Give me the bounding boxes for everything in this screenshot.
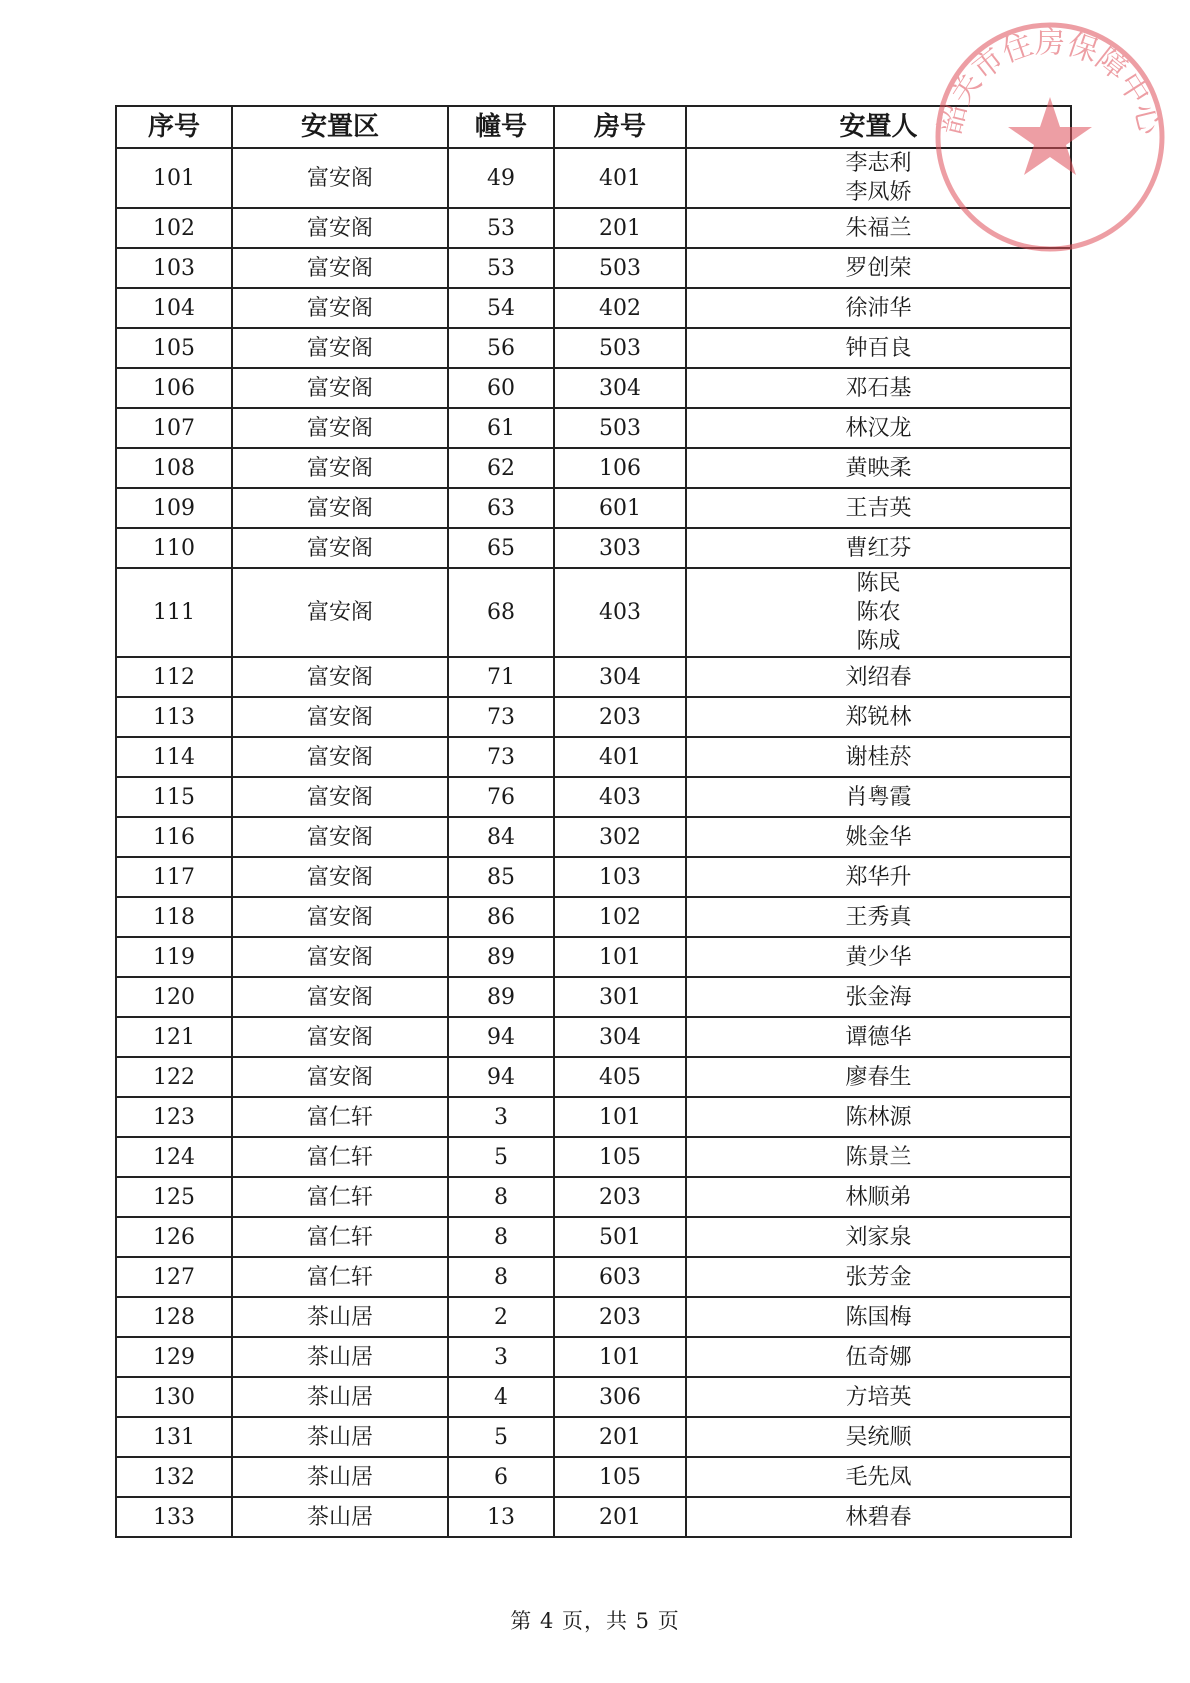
cell-resettlement-area: 富安阁 — [232, 368, 448, 408]
cell-building-number: 8 — [448, 1217, 554, 1257]
cell-serial-number: 128 — [116, 1297, 232, 1337]
table-row — [116, 657, 1071, 697]
cell-serial-number: 108 — [116, 448, 232, 488]
occupant-name: 毛先凤 — [845, 1464, 912, 1490]
cell-occupant — [686, 1297, 1071, 1337]
cell-building-number: 73 — [448, 737, 554, 777]
cell-occupant — [686, 1017, 1071, 1057]
cell-room-number: 603 — [554, 1257, 686, 1297]
cell-occupant — [686, 857, 1071, 897]
cell-room-number: 304 — [554, 368, 686, 408]
cell-occupant — [686, 817, 1071, 857]
cell-serial-number: 130 — [116, 1377, 232, 1417]
cell-serial-number: 127 — [116, 1257, 232, 1297]
cell-occupant — [686, 1257, 1071, 1297]
cell-room-number: 503 — [554, 328, 686, 368]
cell-serial-number: 112 — [116, 657, 232, 697]
occupant-name: 陈农 — [856, 600, 901, 625]
cell-serial-number: 118 — [116, 897, 232, 937]
table-row — [116, 1497, 1071, 1537]
cell-serial-number: 126 — [116, 1217, 232, 1257]
cell-resettlement-area: 富仁轩 — [232, 1097, 448, 1137]
occupant-name: 陈国梅 — [845, 1304, 912, 1330]
table-row — [116, 977, 1071, 1017]
cell-serial-number: 131 — [116, 1417, 232, 1457]
cell-occupant — [686, 528, 1071, 568]
occupant-name: 郑华升 — [845, 864, 912, 890]
occupant-name: 黄少华 — [845, 944, 912, 970]
cell-resettlement-area: 富安阁 — [232, 528, 448, 568]
occupant-name: 曹红芬 — [845, 535, 912, 561]
cell-serial-number: 111 — [116, 568, 232, 657]
cell-occupant — [686, 657, 1071, 697]
cell-serial-number: 110 — [116, 528, 232, 568]
cell-occupant — [686, 897, 1071, 937]
occupant-name: 刘绍春 — [845, 664, 912, 690]
occupant-name: 廖春生 — [845, 1064, 912, 1090]
cell-serial-number: 129 — [116, 1337, 232, 1377]
cell-serial-number: 123 — [116, 1097, 232, 1137]
cell-occupant — [686, 1097, 1071, 1137]
cell-serial-number: 124 — [116, 1137, 232, 1177]
header-resettlement-area: 安置区 — [232, 106, 448, 148]
cell-room-number: 106 — [554, 448, 686, 488]
cell-building-number: 5 — [448, 1137, 554, 1177]
table-row — [116, 1457, 1071, 1497]
table-row — [116, 1177, 1071, 1217]
table-row — [116, 408, 1071, 448]
cell-occupant — [686, 1377, 1071, 1417]
page-footer: 第 4 页，共 5 页 — [510, 1609, 680, 1633]
cell-building-number: 60 — [448, 368, 554, 408]
table-row — [116, 1377, 1071, 1417]
cell-room-number: 201 — [554, 1417, 686, 1457]
cell-serial-number: 125 — [116, 1177, 232, 1217]
cell-resettlement-area: 茶山居 — [232, 1457, 448, 1497]
cell-resettlement-area: 富安阁 — [232, 857, 448, 897]
cell-room-number: 105 — [554, 1137, 686, 1177]
occupant-name: 朱福兰 — [845, 215, 912, 241]
cell-serial-number: 119 — [116, 937, 232, 977]
table-row — [116, 488, 1071, 528]
cell-resettlement-area: 茶山居 — [232, 1377, 448, 1417]
cell-resettlement-area: 富仁轩 — [232, 1257, 448, 1297]
cell-room-number: 503 — [554, 408, 686, 448]
occupant-name: 刘家泉 — [845, 1224, 912, 1250]
cell-occupant — [686, 288, 1071, 328]
cell-resettlement-area: 富安阁 — [232, 208, 448, 248]
occupant-name: 陈成 — [856, 629, 901, 654]
cell-room-number: 101 — [554, 1097, 686, 1137]
table-header-row — [116, 106, 1071, 148]
cell-occupant — [686, 1337, 1071, 1377]
table-row — [116, 368, 1071, 408]
cell-room-number: 301 — [554, 977, 686, 1017]
cell-building-number: 4 — [448, 1377, 554, 1417]
table-row — [116, 1297, 1071, 1337]
cell-serial-number: 109 — [116, 488, 232, 528]
cell-room-number: 203 — [554, 1177, 686, 1217]
cell-room-number: 203 — [554, 697, 686, 737]
cell-resettlement-area: 富安阁 — [232, 568, 448, 657]
header-building-number: 幢号 — [448, 106, 554, 148]
cell-serial-number: 116 — [116, 817, 232, 857]
cell-occupant — [686, 697, 1071, 737]
cell-serial-number: 132 — [116, 1457, 232, 1497]
cell-resettlement-area: 富安阁 — [232, 488, 448, 528]
occupant-name: 林汉龙 — [845, 415, 912, 441]
cell-building-number: 63 — [448, 488, 554, 528]
cell-room-number: 203 — [554, 1297, 686, 1337]
table-row — [116, 1417, 1071, 1457]
cell-building-number: 89 — [448, 937, 554, 977]
cell-room-number: 402 — [554, 288, 686, 328]
cell-resettlement-area: 富安阁 — [232, 697, 448, 737]
cell-serial-number: 104 — [116, 288, 232, 328]
cell-resettlement-area: 富安阁 — [232, 977, 448, 1017]
cell-occupant — [686, 737, 1071, 777]
cell-resettlement-area: 富安阁 — [232, 148, 448, 208]
occupant-name: 张金海 — [845, 984, 912, 1010]
cell-room-number: 306 — [554, 1377, 686, 1417]
table-row — [116, 1097, 1071, 1137]
occupant-name: 吴统顺 — [845, 1424, 912, 1450]
occupant-name: 李凤娇 — [845, 180, 912, 205]
cell-resettlement-area: 富安阁 — [232, 937, 448, 977]
cell-resettlement-area: 富安阁 — [232, 777, 448, 817]
cell-occupant — [686, 248, 1071, 288]
cell-resettlement-area: 茶山居 — [232, 1417, 448, 1457]
cell-building-number: 65 — [448, 528, 554, 568]
occupant-name: 谢桂菸 — [845, 744, 912, 770]
cell-resettlement-area: 富安阁 — [232, 328, 448, 368]
header-room-number: 房号 — [554, 106, 686, 148]
table-row — [116, 1257, 1071, 1297]
cell-occupant — [686, 937, 1071, 977]
cell-serial-number: 122 — [116, 1057, 232, 1097]
occupant-name: 张芳金 — [845, 1264, 912, 1290]
cell-serial-number: 121 — [116, 1017, 232, 1057]
cell-occupant — [686, 568, 1071, 657]
table-row — [116, 248, 1071, 288]
cell-building-number: 62 — [448, 448, 554, 488]
cell-building-number: 84 — [448, 817, 554, 857]
table-row — [116, 737, 1071, 777]
cell-serial-number: 133 — [116, 1497, 232, 1537]
table-row — [116, 448, 1071, 488]
cell-building-number: 3 — [448, 1097, 554, 1137]
occupant-name: 罗创荣 — [845, 255, 912, 281]
cell-building-number: 5 — [448, 1417, 554, 1457]
table-row — [116, 697, 1071, 737]
cell-building-number: 89 — [448, 977, 554, 1017]
table-row — [116, 528, 1071, 568]
cell-serial-number: 113 — [116, 697, 232, 737]
table-row — [116, 937, 1071, 977]
table-row — [116, 817, 1071, 857]
occupant-name: 林碧春 — [845, 1504, 912, 1530]
cell-building-number: 85 — [448, 857, 554, 897]
cell-building-number: 8 — [448, 1177, 554, 1217]
cell-occupant — [686, 148, 1071, 208]
cell-occupant — [686, 1177, 1071, 1217]
cell-occupant — [686, 1497, 1071, 1537]
cell-resettlement-area: 富仁轩 — [232, 1217, 448, 1257]
table-row — [116, 1337, 1071, 1377]
cell-occupant — [686, 1137, 1071, 1177]
table-row — [116, 1137, 1071, 1177]
cell-resettlement-area: 茶山居 — [232, 1497, 448, 1537]
cell-room-number: 501 — [554, 1217, 686, 1257]
cell-occupant — [686, 208, 1071, 248]
cell-occupant — [686, 488, 1071, 528]
occupant-name: 黄映柔 — [845, 455, 912, 481]
cell-occupant — [686, 1417, 1071, 1457]
cell-serial-number: 101 — [116, 148, 232, 208]
cell-resettlement-area: 富安阁 — [232, 657, 448, 697]
table-row — [116, 1217, 1071, 1257]
occupant-name: 陈民 — [856, 571, 901, 596]
cell-occupant — [686, 1457, 1071, 1497]
cell-building-number: 53 — [448, 208, 554, 248]
occupant-name: 陈林源 — [845, 1104, 912, 1130]
cell-building-number: 94 — [448, 1057, 554, 1097]
cell-room-number: 105 — [554, 1457, 686, 1497]
cell-room-number: 405 — [554, 1057, 686, 1097]
cell-resettlement-area: 茶山居 — [232, 1297, 448, 1337]
cell-serial-number: 103 — [116, 248, 232, 288]
header-occupant: 安置人 — [686, 106, 1071, 148]
cell-occupant — [686, 368, 1071, 408]
cell-room-number: 201 — [554, 1497, 686, 1537]
resettlement-table — [115, 105, 1072, 1538]
cell-resettlement-area: 富安阁 — [232, 248, 448, 288]
cell-serial-number: 117 — [116, 857, 232, 897]
cell-building-number: 68 — [448, 568, 554, 657]
cell-building-number: 53 — [448, 248, 554, 288]
occupant-name: 肖粤霞 — [845, 784, 912, 810]
cell-resettlement-area: 富安阁 — [232, 1057, 448, 1097]
table-row — [116, 288, 1071, 328]
table-body — [116, 148, 1071, 1537]
cell-building-number: 49 — [448, 148, 554, 208]
cell-serial-number: 115 — [116, 777, 232, 817]
table-row — [116, 328, 1071, 368]
occupant-name: 徐沛华 — [845, 295, 912, 321]
cell-serial-number: 102 — [116, 208, 232, 248]
cell-serial-number: 105 — [116, 328, 232, 368]
cell-building-number: 13 — [448, 1497, 554, 1537]
cell-room-number: 401 — [554, 737, 686, 777]
cell-building-number: 76 — [448, 777, 554, 817]
cell-room-number: 201 — [554, 208, 686, 248]
cell-building-number: 8 — [448, 1257, 554, 1297]
table-row — [116, 1057, 1071, 1097]
cell-resettlement-area: 富安阁 — [232, 288, 448, 328]
occupant-name: 谭德华 — [845, 1024, 912, 1050]
cell-resettlement-area: 富安阁 — [232, 408, 448, 448]
cell-building-number: 56 — [448, 328, 554, 368]
cell-room-number: 403 — [554, 777, 686, 817]
cell-room-number: 401 — [554, 148, 686, 208]
cell-resettlement-area: 富仁轩 — [232, 1177, 448, 1217]
cell-occupant — [686, 328, 1071, 368]
table-row — [116, 1017, 1071, 1057]
cell-room-number: 103 — [554, 857, 686, 897]
occupant-name: 李志利 — [845, 151, 912, 176]
cell-serial-number: 107 — [116, 408, 232, 448]
cell-occupant — [686, 408, 1071, 448]
occupant-name: 陈景兰 — [845, 1144, 912, 1170]
cell-room-number: 503 — [554, 248, 686, 288]
cell-occupant — [686, 1057, 1071, 1097]
table-row — [116, 568, 1071, 657]
cell-building-number: 73 — [448, 697, 554, 737]
cell-room-number: 304 — [554, 1017, 686, 1057]
occupant-name: 钟百良 — [845, 335, 912, 361]
occupant-name: 方培英 — [845, 1384, 912, 1410]
cell-building-number: 54 — [448, 288, 554, 328]
cell-room-number: 101 — [554, 1337, 686, 1377]
cell-resettlement-area: 富安阁 — [232, 1017, 448, 1057]
cell-occupant — [686, 777, 1071, 817]
header-serial-number: 序号 — [116, 106, 232, 148]
cell-resettlement-area: 富安阁 — [232, 897, 448, 937]
occupant-name: 邓石基 — [845, 375, 912, 401]
occupant-name: 伍奇娜 — [845, 1344, 912, 1370]
cell-resettlement-area: 茶山居 — [232, 1337, 448, 1377]
cell-serial-number: 120 — [116, 977, 232, 1017]
cell-building-number: 6 — [448, 1457, 554, 1497]
occupant-name: 姚金华 — [845, 824, 912, 850]
table-row — [116, 857, 1071, 897]
cell-building-number: 94 — [448, 1017, 554, 1057]
table-row — [116, 777, 1071, 817]
cell-room-number: 302 — [554, 817, 686, 857]
seal-text: 韶关市住房保障中心 — [932, 25, 1168, 138]
cell-occupant — [686, 977, 1071, 1017]
cell-building-number: 71 — [448, 657, 554, 697]
cell-room-number: 403 — [554, 568, 686, 657]
cell-building-number: 3 — [448, 1337, 554, 1377]
cell-room-number: 101 — [554, 937, 686, 977]
cell-building-number: 86 — [448, 897, 554, 937]
table-row — [116, 208, 1071, 248]
cell-occupant — [686, 448, 1071, 488]
occupant-name: 王吉英 — [845, 495, 912, 521]
cell-resettlement-area: 富仁轩 — [232, 1137, 448, 1177]
cell-serial-number: 106 — [116, 368, 232, 408]
cell-room-number: 304 — [554, 657, 686, 697]
cell-room-number: 102 — [554, 897, 686, 937]
occupant-name: 王秀真 — [845, 904, 912, 930]
table-row — [116, 897, 1071, 937]
cell-building-number: 2 — [448, 1297, 554, 1337]
cell-serial-number: 114 — [116, 737, 232, 777]
occupant-name: 郑锐林 — [845, 704, 912, 730]
cell-resettlement-area: 富安阁 — [232, 817, 448, 857]
cell-resettlement-area: 富安阁 — [232, 737, 448, 777]
cell-occupant — [686, 1217, 1071, 1257]
occupant-name: 林顺弟 — [845, 1184, 912, 1210]
cell-resettlement-area: 富安阁 — [232, 448, 448, 488]
cell-room-number: 601 — [554, 488, 686, 528]
cell-building-number: 61 — [448, 408, 554, 448]
cell-room-number: 303 — [554, 528, 686, 568]
table-row — [116, 148, 1071, 208]
